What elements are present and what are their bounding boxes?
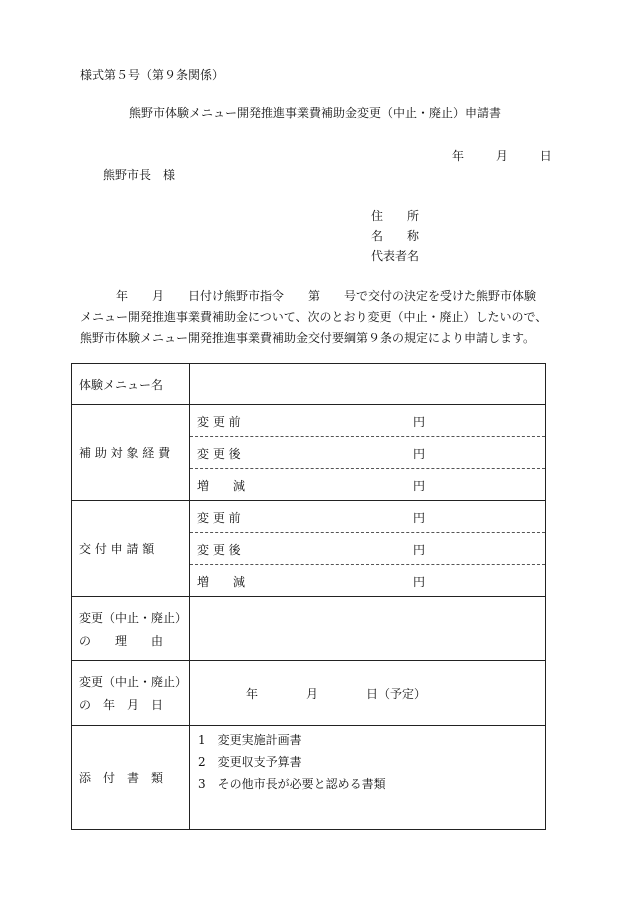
date-month-label: 月 <box>495 149 508 163</box>
row-label: 変 更 前 <box>197 415 241 429</box>
change-reason-field[interactable] <box>190 597 546 661</box>
row-label: 増 減 <box>197 479 246 493</box>
label-line: 変更（中止・廃止） <box>79 675 188 689</box>
grant-before-cell[interactable] <box>190 501 546 533</box>
yen-unit: 円 <box>413 511 426 525</box>
date-year-label: 年 <box>452 149 465 163</box>
applicant-name-label: 名 称 <box>371 229 420 243</box>
applicant-address-label: 住 所 <box>371 209 420 223</box>
attachments-field <box>190 726 546 830</box>
application-table <box>71 363 546 830</box>
attachments-label: 添 付 書 類 <box>72 726 190 830</box>
attachment-item: 2 変更収支予算書 <box>198 755 302 769</box>
menu-name-label: 体験メニュー名 <box>72 364 190 405</box>
body-line: 熊野市体験メニュー開発推進事業費補助金交付要綱第９条の規定により申請します。 <box>80 331 536 345</box>
grant-amount-label: 交 付 申 請 額 <box>72 501 190 597</box>
label-line: の 理 由 <box>79 633 164 648</box>
change-reason-label <box>72 597 190 661</box>
applicant-representative-label: 代表者名 <box>371 249 420 263</box>
body-line: メニュー開発推進事業費補助金について、次のとおり変更（中止・廃止）したいので、 <box>80 310 548 324</box>
attachment-item: 3 その他市長が必要と認める書類 <box>198 777 386 791</box>
label-line: の 年 月 日 <box>79 698 164 712</box>
grant-after-cell[interactable] <box>190 533 546 565</box>
menu-name-field[interactable] <box>190 364 546 405</box>
yen-unit: 円 <box>413 543 426 557</box>
attachment-item: 1 変更実施計画書 <box>198 733 302 747</box>
subsidy-diff-cell[interactable] <box>190 469 546 501</box>
form-number: 様式第５号（第９条関係） <box>80 68 225 82</box>
body-line: 年 月 日付け熊野市指令 第 号で交付の決定を受けた熊野市体験 <box>80 289 537 303</box>
yen-unit: 円 <box>413 415 426 429</box>
subsidy-after-cell[interactable] <box>190 437 546 469</box>
change-date-label <box>72 661 190 726</box>
change-date-field[interactable] <box>190 661 546 726</box>
row-label: 変 更 後 <box>197 447 241 461</box>
addressee: 熊野市長 様 <box>103 168 176 182</box>
yen-unit: 円 <box>413 479 426 493</box>
date-line <box>452 147 552 164</box>
row-label: 増 減 <box>197 575 246 589</box>
date-day-label: 日 <box>539 149 552 163</box>
subsidy-cost-label: 補 助 対 象 経 費 <box>72 405 190 501</box>
yen-unit: 円 <box>413 447 426 461</box>
row-label: 変 更 前 <box>197 511 241 525</box>
application-body <box>80 286 560 349</box>
change-date-value: 年 月 日（予定） <box>246 686 427 701</box>
subsidy-before-cell[interactable] <box>190 405 546 437</box>
document-title: 熊野市体験メニュー開発推進事業費補助金変更（中止・廃止）申請書 <box>128 106 501 120</box>
label-line: 変更（中止・廃止） <box>79 610 188 625</box>
grant-diff-cell[interactable] <box>190 565 546 597</box>
yen-unit: 円 <box>413 575 426 589</box>
row-label: 変 更 後 <box>197 543 241 557</box>
